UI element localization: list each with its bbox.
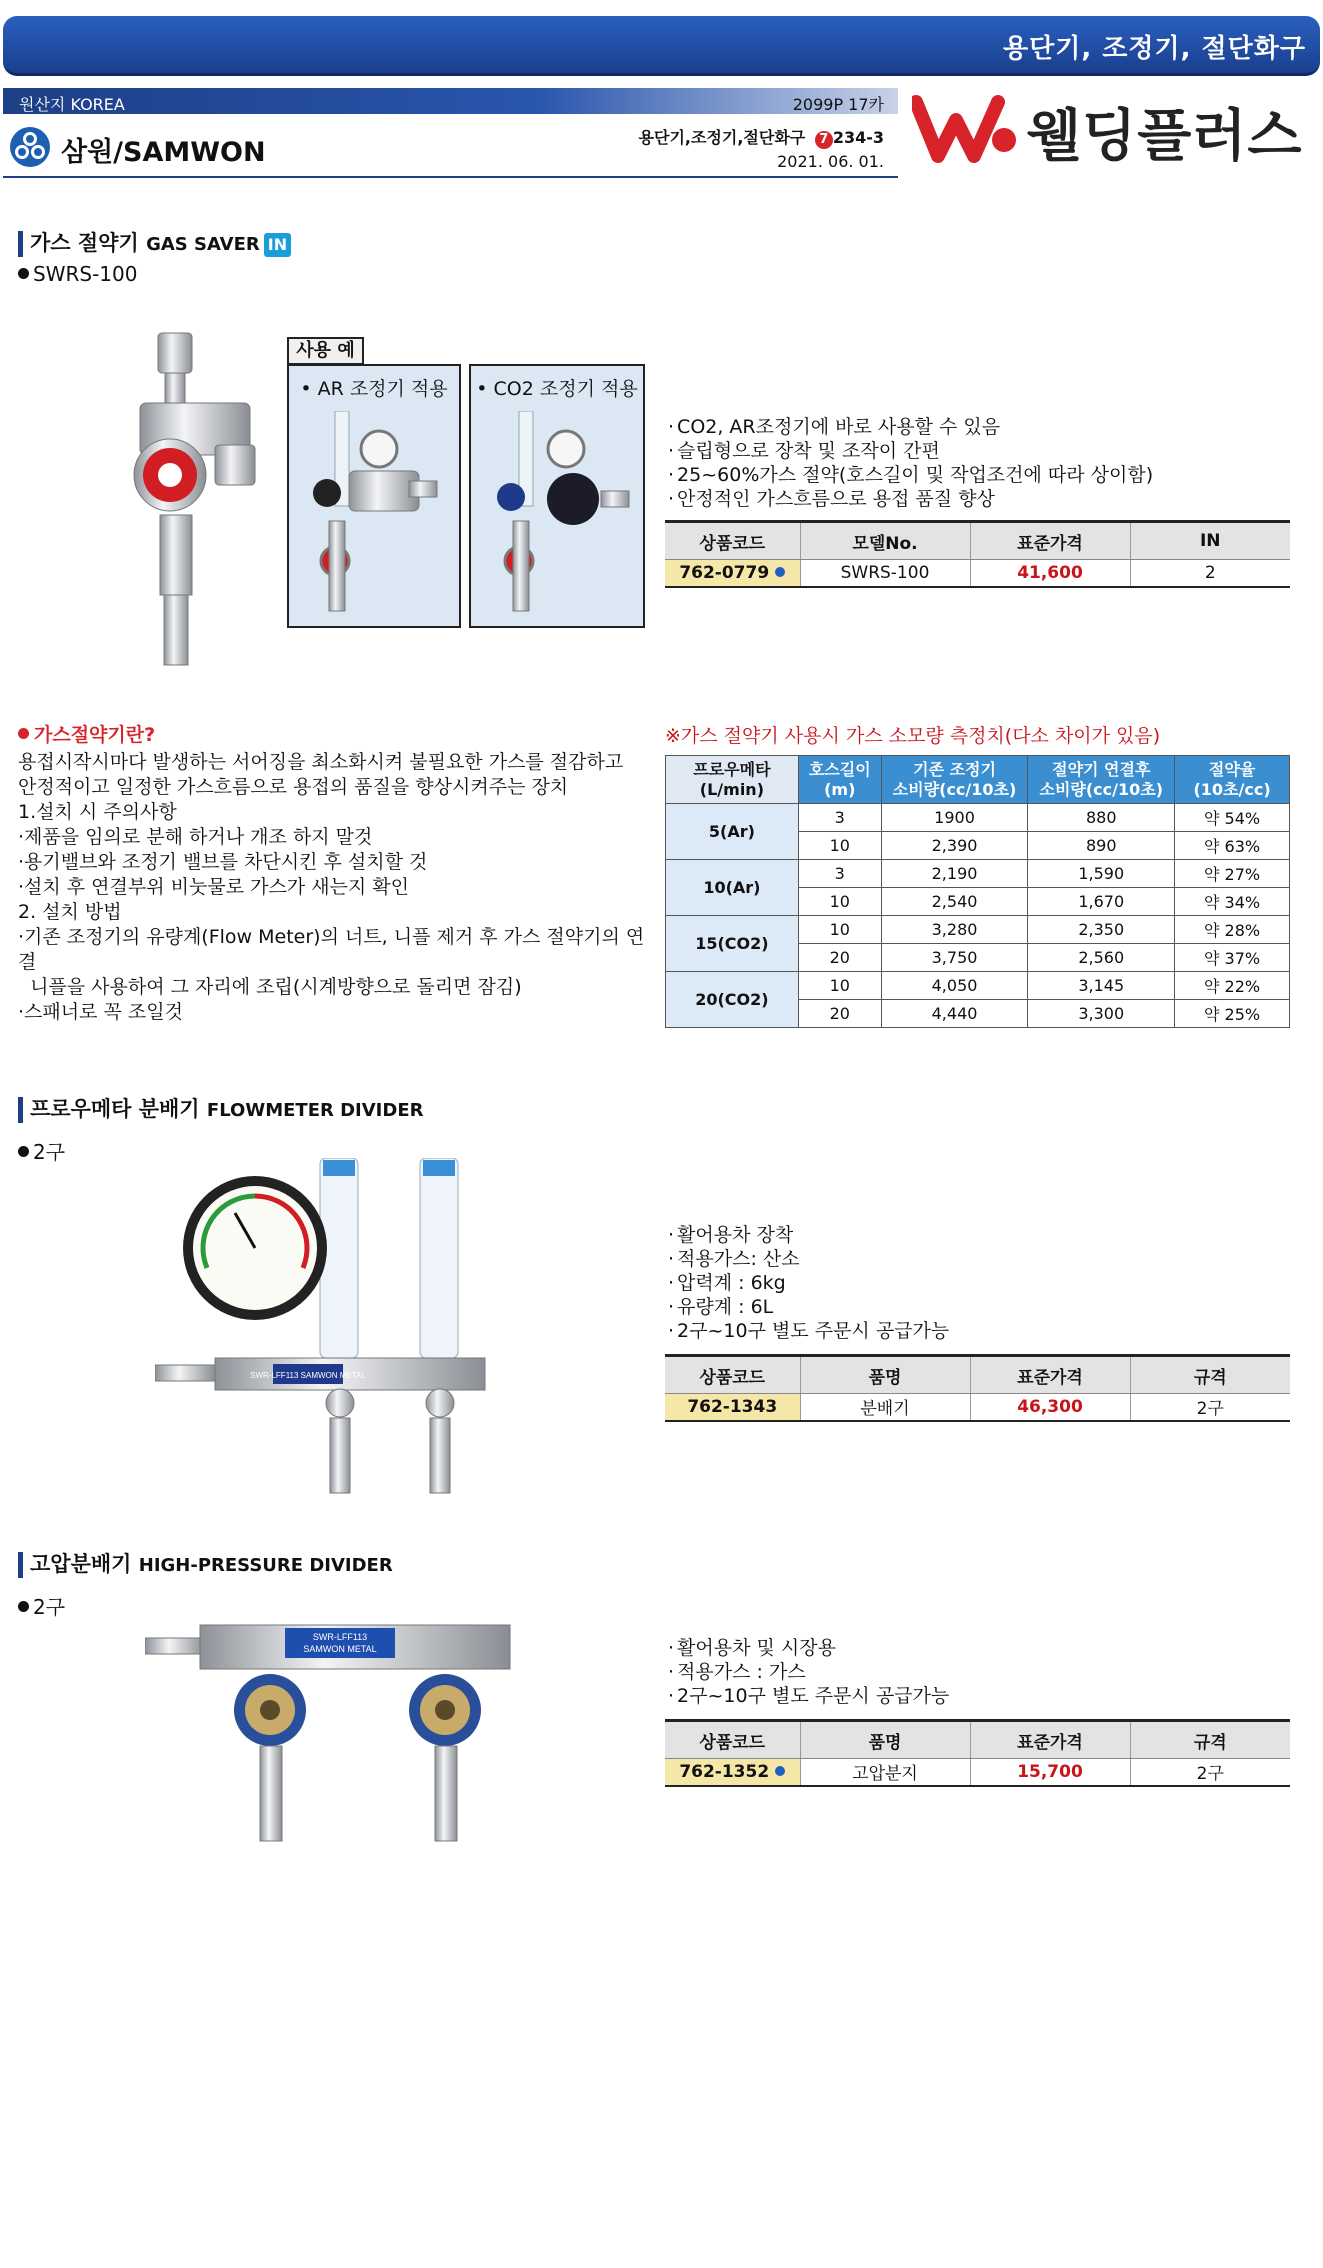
price-cell: 15,700 <box>970 1759 1130 1786</box>
bullet-item: · 2구~10구 별도 주문시 공급가능 <box>668 1319 949 1343</box>
ar-regulator-image <box>309 411 439 621</box>
measurement-cell: 3,300 <box>1028 1000 1175 1028</box>
measurement-cell: 890 <box>1028 832 1175 860</box>
gas-saver-model: SWRS-100 <box>18 262 137 286</box>
measurement-cell: 880 <box>1028 804 1175 832</box>
stock-dot-icon <box>775 1766 785 1776</box>
measurement-cell: 1,670 <box>1028 888 1175 916</box>
col-header: 상품코드 <box>665 1721 800 1759</box>
col-header: 규격 <box>1130 1721 1290 1759</box>
col-header: 표준가격 <box>970 522 1130 560</box>
measurement-cell: 약 28% <box>1175 916 1290 944</box>
col-header: 절약기 연결후 소비량(cc/10초) <box>1028 756 1175 804</box>
col-header: 기존 조정기 소비량(cc/10초) <box>881 756 1028 804</box>
brand-category: 용단기,조정기,절단화구 7 234-3 <box>638 128 884 147</box>
bullet-item: · 적용가스 : 가스 <box>668 1660 949 1684</box>
measurement-cell: 3 <box>798 860 881 888</box>
measurement-cell: 20 <box>798 1000 881 1028</box>
name-cell: 분배기 <box>800 1394 970 1421</box>
measurement-cell: 약 22% <box>1175 972 1290 1000</box>
name-cell: 고압분지 <box>800 1759 970 1786</box>
hp-divider-title: 고압분배기 HIGH-PRESSURE DIVIDER <box>18 1552 393 1578</box>
price-cell: 46,300 <box>970 1394 1130 1421</box>
bullet-item: · 적용가스: 산소 <box>668 1247 949 1271</box>
example-co2-panel <box>469 364 645 628</box>
origin-label: 원산지 KOREA <box>19 95 125 114</box>
measurement-row <box>666 916 1290 944</box>
flowmeter-bullets <box>668 1223 949 1343</box>
col-header: 품명 <box>800 1356 970 1394</box>
measurement-cell: 2,560 <box>1028 944 1175 972</box>
measurement-cell: 약 54% <box>1175 804 1290 832</box>
gas-saver-bullets <box>668 415 1153 511</box>
flow-cell: 15(CO2) <box>666 916 799 972</box>
gas-saver-product-image <box>130 325 280 675</box>
brand-date: 2021. 06. 01. <box>777 152 884 171</box>
model-cell: SWRS-100 <box>800 560 970 587</box>
measurement-row <box>666 972 1290 1000</box>
measurement-cell: 약 25% <box>1175 1000 1290 1028</box>
bullet-item: · 안정적인 가스흐름으로 용접 품질 향상 <box>668 487 1153 511</box>
banner-title: 용단기, 조정기, 절단화구 <box>1002 34 1306 64</box>
measurement-cell: 10 <box>798 916 881 944</box>
measurement-title: ※가스 절약기 사용시 가스 소모량 측정치(다소 차이가 있음) <box>665 725 1161 747</box>
flowmeter-model: 2구 <box>18 1136 65 1165</box>
hp-plate-2: SAMWON METAL <box>303 1644 377 1654</box>
category-badge: 7 <box>815 131 833 149</box>
flowmeter-title: 프로우메타 분배기 FLOWMETER DIVIDER <box>18 1097 423 1123</box>
brand-name: 삼원/SAMWON <box>61 137 266 168</box>
samwon-logo-icon <box>9 126 51 168</box>
measurement-cell: 2,540 <box>881 888 1028 916</box>
col-header: 모델No. <box>800 522 970 560</box>
gas-saver-title: 가스 절약기 GAS SAVER IN <box>18 231 291 257</box>
col-header: 상품코드 <box>665 522 800 560</box>
measurement-cell: 1,590 <box>1028 860 1175 888</box>
hp-divider-model: 2구 <box>18 1591 65 1620</box>
col-header: 표준가격 <box>970 1356 1130 1394</box>
flowmeter-table <box>665 1354 1290 1422</box>
measurement-row <box>666 804 1290 832</box>
bullet-item: · 25~60%가스 절약(호스길이 및 작업조건에 따라 상이함) <box>668 463 1153 487</box>
weldingplus-logo <box>912 92 1312 169</box>
bullet-item: · 유량계 : 6L <box>668 1295 949 1319</box>
measurement-cell: 1900 <box>881 804 1028 832</box>
co2-regulator-image <box>491 411 631 621</box>
in-cell: 2 <box>1130 560 1290 587</box>
col-header: 규격 <box>1130 1356 1290 1394</box>
product-code[interactable]: 762-1343 <box>665 1394 800 1421</box>
measurement-table <box>665 755 1290 1028</box>
measurement-cell: 약 34% <box>1175 888 1290 916</box>
col-header: 호스길이 (m) <box>798 756 881 804</box>
measurement-cell: 2,350 <box>1028 916 1175 944</box>
example-co2-caption: • CO2 조정기 적용 <box>476 378 638 400</box>
measurement-cell: 3,145 <box>1028 972 1175 1000</box>
hp-divider-table <box>665 1719 1290 1787</box>
example-ar-panel <box>287 364 461 628</box>
measurement-cell: 약 37% <box>1175 944 1290 972</box>
spec-cell: 2구 <box>1130 1394 1290 1421</box>
stock-dot-icon <box>775 567 785 577</box>
hp-plate-1: SWR-LFF113 <box>312 1632 368 1642</box>
measurement-cell: 10 <box>798 888 881 916</box>
in-badge: IN <box>264 233 291 257</box>
flow-cell: 5(Ar) <box>666 804 799 860</box>
weldingplus-mark-icon <box>912 92 1022 164</box>
measurement-row <box>666 860 1290 888</box>
origin-bar <box>3 88 898 114</box>
measurement-cell: 3 <box>798 804 881 832</box>
example-ar-caption: • AR 조정기 적용 <box>300 378 448 400</box>
what-is-title: 가스절약기란? <box>18 720 155 747</box>
col-header: 표준가격 <box>970 1721 1130 1759</box>
measurement-cell: 3,750 <box>881 944 1028 972</box>
flowmeter-plate: SWR-LFF113 SAMWON METAL <box>250 1371 366 1380</box>
col-header: IN <box>1130 522 1290 560</box>
measurement-cell: 10 <box>798 832 881 860</box>
measurement-cell: 약 27% <box>1175 860 1290 888</box>
table-row <box>665 1394 1290 1421</box>
measurement-cell: 4,440 <box>881 1000 1028 1028</box>
measurement-cell: 2,190 <box>881 860 1028 888</box>
bullet-item: · 활어용차 및 시장용 <box>668 1636 949 1660</box>
table-row <box>665 1759 1290 1786</box>
measurement-cell: 20 <box>798 944 881 972</box>
spec-cell: 2구 <box>1130 1759 1290 1786</box>
col-header: 절약율 (10초/cc) <box>1175 756 1290 804</box>
col-header: 프로우메타 (L/min) <box>666 756 799 804</box>
measurement-cell: 3,280 <box>881 916 1028 944</box>
price-cell: 41,600 <box>970 560 1130 587</box>
brand-row <box>3 114 898 178</box>
page-code: 2099P 17카 <box>792 95 884 114</box>
gas-saver-table <box>665 520 1290 588</box>
hp-divider-bullets <box>668 1636 949 1708</box>
flow-cell: 10(Ar) <box>666 860 799 916</box>
hp-divider-product-image <box>145 1620 525 1845</box>
table-row <box>665 560 1290 587</box>
bullet-item: · 압력계 : 6kg <box>668 1271 949 1295</box>
col-header: 품명 <box>800 1721 970 1759</box>
flowmeter-product-image <box>155 1158 495 1498</box>
weldingplus-text: 웰딩플러스 <box>1027 104 1303 169</box>
flow-cell: 20(CO2) <box>666 972 799 1028</box>
measurement-cell: 약 63% <box>1175 832 1290 860</box>
bullet-item: · 활어용차 장착 <box>668 1223 949 1247</box>
bullet-item: · CO2, AR조정기에 바로 사용할 수 있음 <box>668 415 1153 439</box>
product-code[interactable]: 762-1352 <box>665 1759 800 1786</box>
measurement-cell: 2,390 <box>881 832 1028 860</box>
example-tag: 사용 예 <box>287 337 364 365</box>
measurement-cell: 10 <box>798 972 881 1000</box>
measurement-cell: 4,050 <box>881 972 1028 1000</box>
product-code[interactable]: 762-0779 <box>665 560 800 587</box>
bullet-item: · 슬립형으로 장착 및 조작이 간편 <box>668 439 1153 463</box>
category-banner <box>3 16 1320 76</box>
what-is-body: 용접시작시마다 발생하는 서어징을 최소화시켜 불필요한 가스를 절감하고 안정적이고 일정한 가스흐름으로 용접의 품질을 향상시켜주는 장치 1.설치 시 주의사항 ·제품을 임의로 분해 하거나 개조 하지 말것 ·용기밸브와 조정기 밸브를 차단시킨 후 설치할 것 ·설치 후 연결부위 비눗물로 가스가 새는지 확인 2. 설치 방법 ·기존 조정기의 유량계(Flow Meter)의 너트, 니플 제거 후 가스 절약기의 연결 니플을 사용하여 그 자리에 조립(시계방향으로 돌리면 잠김) ·스패너로 꼭 조일것 <box>18 751 645 1023</box>
bullet-item: · 2구~10구 별도 주문시 공급가능 <box>668 1684 949 1708</box>
col-header: 상품코드 <box>665 1356 800 1394</box>
